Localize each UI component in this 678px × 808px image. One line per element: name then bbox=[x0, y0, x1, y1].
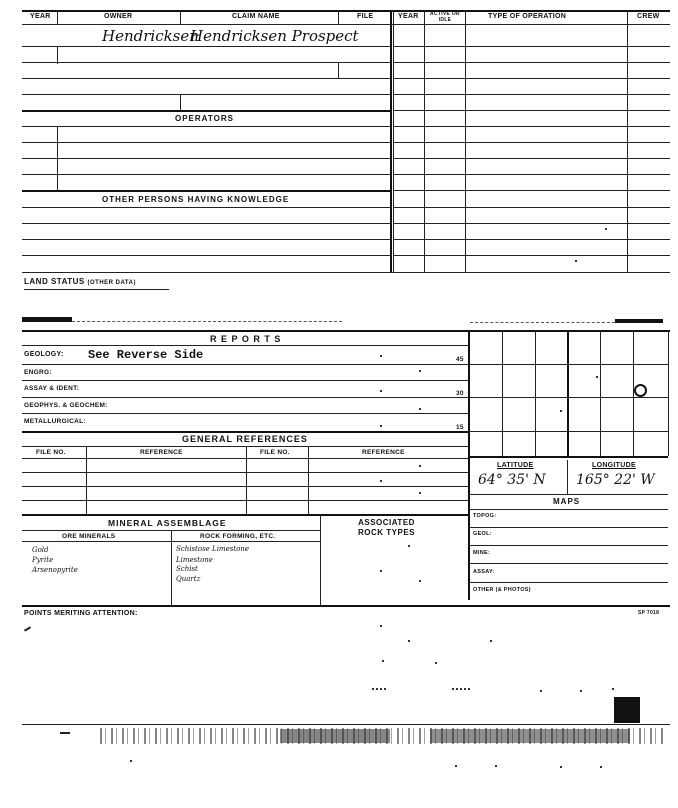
operators-title: OPERATORS bbox=[175, 114, 234, 123]
ref-header-file-no-1: FILE NO. bbox=[36, 449, 66, 456]
ore-mineral-2: Pyrite bbox=[32, 556, 54, 564]
report-num-assay: 30 bbox=[456, 390, 464, 397]
report-num-metallurgical: 15 bbox=[456, 424, 464, 431]
report-value-geology: See Reverse Side bbox=[88, 348, 204, 362]
latitude-label: LATITUDE bbox=[497, 462, 534, 469]
rock-types-label: ROCK TYPES bbox=[358, 528, 416, 537]
rock-forming-1: Schistose Limestone bbox=[176, 545, 249, 553]
report-label-geophys: GEOPHYS. & GEOCHEM: bbox=[24, 402, 108, 409]
circle-marker bbox=[634, 384, 647, 397]
ref-header-reference-1: REFERENCE bbox=[140, 449, 183, 456]
claim-name-value: Hendricksen Prospect bbox=[190, 27, 359, 45]
maps-row-geol: GEOL: bbox=[473, 531, 492, 537]
maps-row-mine: MINE: bbox=[473, 550, 491, 556]
rock-forming-header: ROCK FORMING, ETC. bbox=[200, 533, 276, 540]
longitude-label: LONGITUDE bbox=[592, 462, 636, 469]
report-label-assay: ASSAY & IDENT: bbox=[24, 385, 80, 392]
rock-forming-4: Quartz bbox=[176, 575, 201, 583]
ref-header-reference-2: REFERENCE bbox=[362, 449, 405, 456]
header-year: YEAR bbox=[30, 13, 51, 20]
owner-value: Hendricksen bbox=[102, 27, 199, 45]
report-label-geology: GEOLOGY: bbox=[24, 351, 64, 358]
rock-forming-2: Limestone bbox=[176, 556, 213, 564]
header-active-or-idle: ACTIVE OR IDLE bbox=[430, 11, 460, 23]
header-file: FILE bbox=[357, 13, 374, 20]
report-label-metallurgical: METALLURGICAL: bbox=[24, 418, 86, 425]
ore-minerals-header: ORE MINERALS bbox=[62, 533, 116, 540]
points-meriting-attention-title: POINTS MERITING ATTENTION: bbox=[24, 610, 138, 617]
other-persons-title: OTHER PERSONS HAVING KNOWLEDGE bbox=[102, 195, 290, 204]
report-label-engrg: ENGRG: bbox=[24, 369, 52, 376]
land-status-label: LAND STATUS bbox=[24, 277, 85, 286]
ore-mineral-3: Arsenopyrite bbox=[32, 566, 78, 574]
longitude-value: 165° 22' W bbox=[576, 472, 655, 488]
associated-rock-types-title bbox=[358, 518, 415, 538]
header-owner: OWNER bbox=[104, 13, 133, 20]
form-number: SP 7018 bbox=[638, 610, 660, 616]
report-num-geology: 45 bbox=[456, 356, 464, 363]
ore-mineral-1: Gold bbox=[32, 546, 49, 554]
rock-forming-3: Schist bbox=[176, 565, 198, 573]
ref-header-file-no-2: FILE NO. bbox=[260, 449, 290, 456]
maps-title: MAPS bbox=[553, 497, 581, 506]
header-crew: CREW bbox=[637, 13, 660, 20]
general-references-title: GENERAL REFERENCES bbox=[182, 434, 308, 444]
land-status-subtitle: (OTHER DATA) bbox=[87, 280, 136, 286]
maps-row-other: OTHER (& PHOTOS) bbox=[473, 587, 531, 593]
land-status-title bbox=[24, 277, 136, 286]
reports-title: R E P O R T S bbox=[210, 334, 282, 344]
mineral-assemblage-title: MINERAL ASSEMBLAGE bbox=[108, 518, 227, 528]
maps-row-topog: TOPOG: bbox=[473, 513, 497, 519]
maps-row-assay: ASSAY: bbox=[473, 569, 495, 575]
header-activity-year: YEAR bbox=[398, 13, 419, 20]
latitude-value: 64° 35' N bbox=[478, 472, 546, 488]
header-claim-name: CLAIM NAME bbox=[232, 13, 280, 20]
associated-label: ASSOCIATED bbox=[358, 518, 415, 527]
header-type-of-operation: TYPE OF OPERATION bbox=[488, 13, 567, 20]
pen-mark bbox=[24, 626, 31, 631]
